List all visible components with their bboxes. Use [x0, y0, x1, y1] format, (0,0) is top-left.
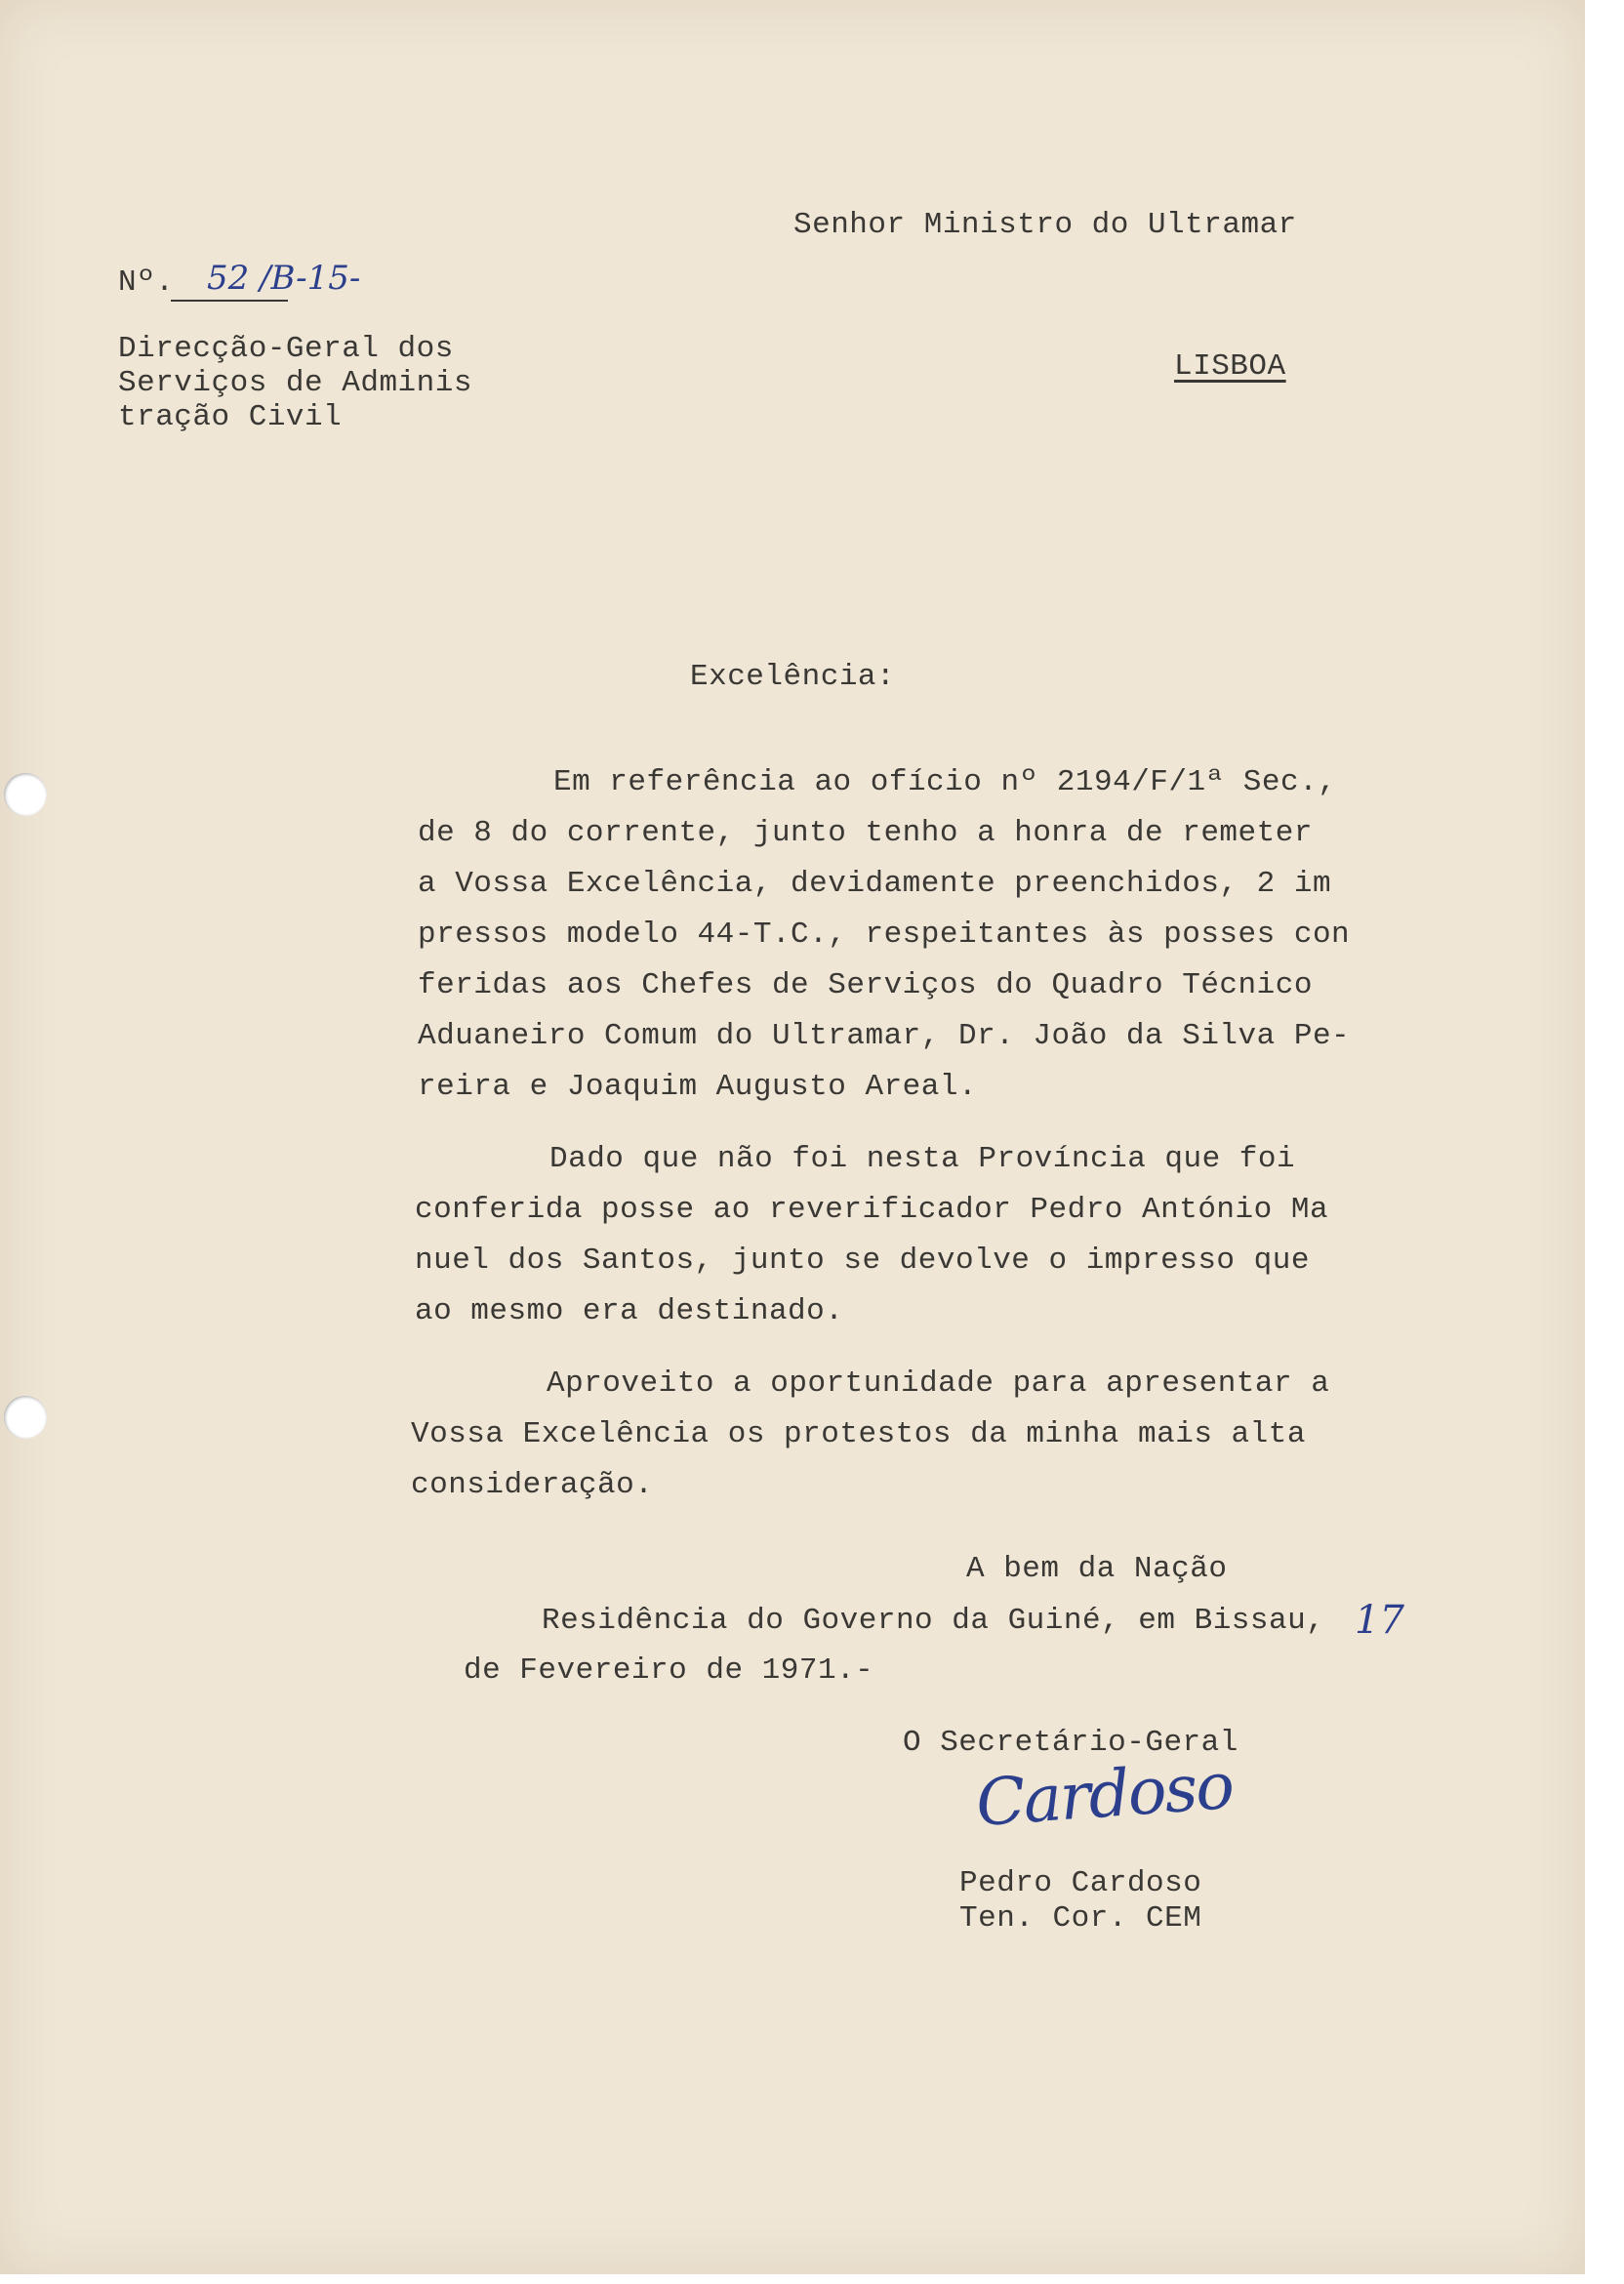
punch-hole-bottom [4, 1396, 47, 1439]
punch-hole-top [4, 773, 47, 816]
handwritten-day: 17 [1355, 1598, 1404, 1643]
signer-name: Pedro Cardoso [959, 1866, 1202, 1900]
body-line: a Vossa Excelência, devidamente preenchidos, 2 im [418, 867, 1332, 901]
addressee: Senhor Ministro do Ultramar [793, 208, 1297, 242]
body-line: Aproveito a oportunidade para apresentar a [547, 1366, 1330, 1401]
body-line: Dado que não foi nesta Província que foi [549, 1142, 1296, 1176]
body-line: Aduaneiro Comum do Ultramar, Dr. João da Silva Pe- [418, 1019, 1351, 1053]
body-line: pressos modelo 44-T.C., respeitantes às posses con [418, 918, 1351, 952]
signer-rank: Ten. Cor. CEM [959, 1901, 1202, 1936]
city: LISBOA [1174, 349, 1286, 384]
department-line-2: Serviços de Adminis [118, 366, 472, 400]
date-line: de Fevereiro de 1971.- [464, 1653, 874, 1688]
body-line: ao mesmo era destinado. [415, 1294, 844, 1328]
closing-motto: A bem da Nação [966, 1552, 1228, 1586]
department-line-3: tração Civil [118, 400, 343, 434]
body-line: Vossa Excelência os protestos da minha mais alta [411, 1417, 1306, 1451]
handwritten-reference-number: 52 /B-15- [207, 259, 361, 298]
signature: Cardoso [973, 1747, 1236, 1842]
body-line: conferida posse ao reverificador Pedro António Ma [415, 1193, 1329, 1227]
place-line: Residência do Governo da Guiné, em Bissau, [542, 1604, 1325, 1638]
number-label: Nº. [118, 265, 175, 300]
salutation: Excelência: [690, 660, 896, 694]
body-line: Em referência ao ofício nº 2194/F/1ª Sec., [553, 765, 1337, 799]
number-underline [171, 300, 288, 302]
body-line: feridas aos Chefes de Serviços do Quadro Técnico [418, 968, 1313, 1002]
body-line: consideração. [411, 1468, 654, 1502]
body-line: de 8 do corrente, junto tenho a honra de remeter [418, 816, 1313, 850]
body-line: nuel dos Santos, junto se devolve o impresso que [415, 1244, 1310, 1278]
signer-title: O Secretário-Geral [903, 1726, 1238, 1760]
department-line-1: Direcção-Geral dos [118, 332, 454, 366]
body-line: reira e Joaquim Augusto Areal. [418, 1070, 978, 1104]
